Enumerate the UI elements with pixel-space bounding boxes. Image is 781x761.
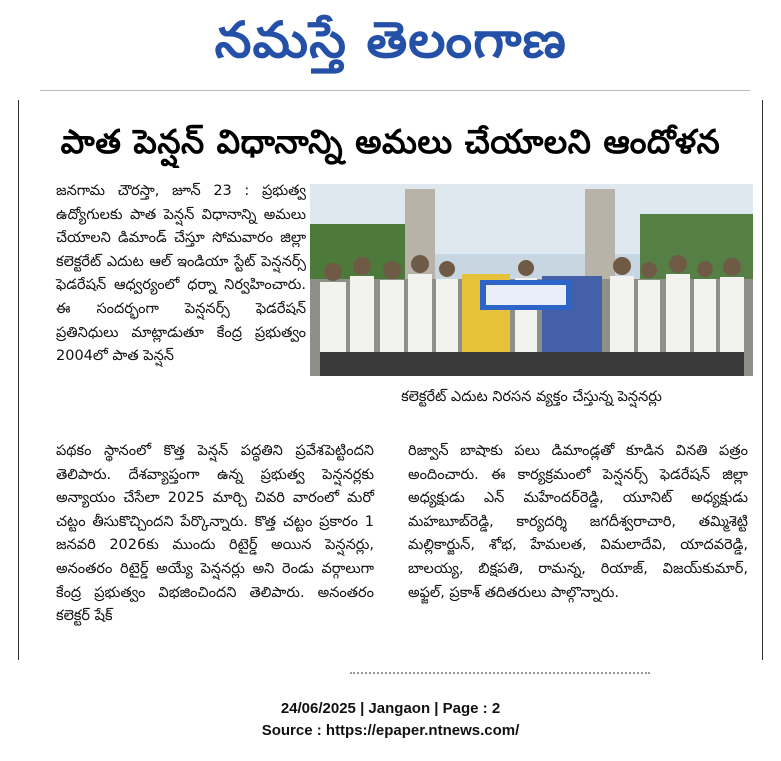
clipping-cut-line <box>350 672 650 680</box>
masthead <box>0 0 781 84</box>
news-photo <box>310 184 753 376</box>
article-paragraph-1: జనగామ చౌరస్తా, జూన్ 23 : ప్రభుత్వ ఉద్యోగులకు పాత పెన్షన్ విధానాన్ని అమలు చేయాలని డిమాండ్ చేస్తూ సోమవారం జిల్లా కలెక్టరేట్ ఎదుట ఆల్ ఇండియా స్టేట్ పెన్షనర్స్ ఫెడరేషన్ ఆధ్వర్యంలో ధర్నా నిర్వహించారు. ఈ సందర్భంగా పెన్షనర్స్ ఫెడరేషన్ ప్రతినిధులు మాట్లాడుతూ కేంద్ర ప్రభుత్వం 2004లో పాత పెన్షన్ <box>56 183 306 365</box>
article-column-top-left <box>56 180 306 369</box>
masthead-divider <box>40 90 750 91</box>
article-paragraph-3: రిజ్వాన్ బాషాకు పలు డిమాండ్లతో కూడిన వినతి పత్రం అందించారు. ఈ కార్యక్రమంలో పెన్షనర్స్ ఫెడరేషన్ జిల్లా అధ్యక్షుడు ఎన్ మహేందర్‌రెడ్డి, యూనిట్ అధ్యక్షుడు మహబూబ్‌రెడ్డి, కార్యదర్శి జగదీశ్వరాచారి, తమ్మిశెట్టి మల్లికార్జున్, శోభ, హేమలత, విమలాదేవి, యాదవరెడ్డి, బాలయ్య, బిక్షపతి, రామన్న, రియాజ్, విజయ్‌కుమార్, అఫ్జల్, ప్రకాశ్ తదితరులు పాల్గొన్నారు. <box>408 443 748 601</box>
epaper-footer <box>0 698 781 742</box>
article-headline: పాత పెన్షన్ విధానాన్ని అమలు చేయాలని ఆందోళన <box>60 122 721 161</box>
edition-info: 24/06/2025 | Jangaon | Page : 2 <box>280 700 501 717</box>
source-link[interactable]: Source : https://epaper.ntnews.com/ <box>261 722 520 739</box>
clipping-border-right <box>762 100 763 660</box>
clipping-border-left <box>18 100 19 660</box>
article-column-bottom-left <box>56 440 374 629</box>
photo-caption: కలెక్టరేట్ ఎదుట నిరసన వ్యక్తం చేస్తున్న పెన్షనర్లు <box>401 389 662 405</box>
article-paragraph-2: పథకం స్థానంలో కొత్త పెన్షన్ పద్ధతిని ప్రవేశపెట్టిందని తెలిపారు. దేశవ్యాప్తంగా ఉన్న ప్రభుత్వ పెన్షనర్లకు అన్యాయం చేసేలా 2025 మార్చి చివరి వారంలో మరో చట్టం తీసుకొచ్చిందని పేర్కొన్నారు. కొత్త చట్టం ప్రకారం 1 జనవరి 2026కు ముందు రిటైర్డ్ అయిన పెన్షనర్లు, అనంతరం రిటైర్డ్ అయ్యే పెన్షనర్లు అని రెండు వర్గాలుగా కేంద్ర ప్రభుత్వం విభజించిందని తెలిపారు. అనంతరం కలెక్టర్ షేక్ <box>56 443 374 625</box>
newspaper-logo: నమస్తే తెలంగాణ <box>214 11 567 69</box>
article-column-bottom-right <box>408 440 748 605</box>
protest-photo-illustration <box>310 184 753 376</box>
